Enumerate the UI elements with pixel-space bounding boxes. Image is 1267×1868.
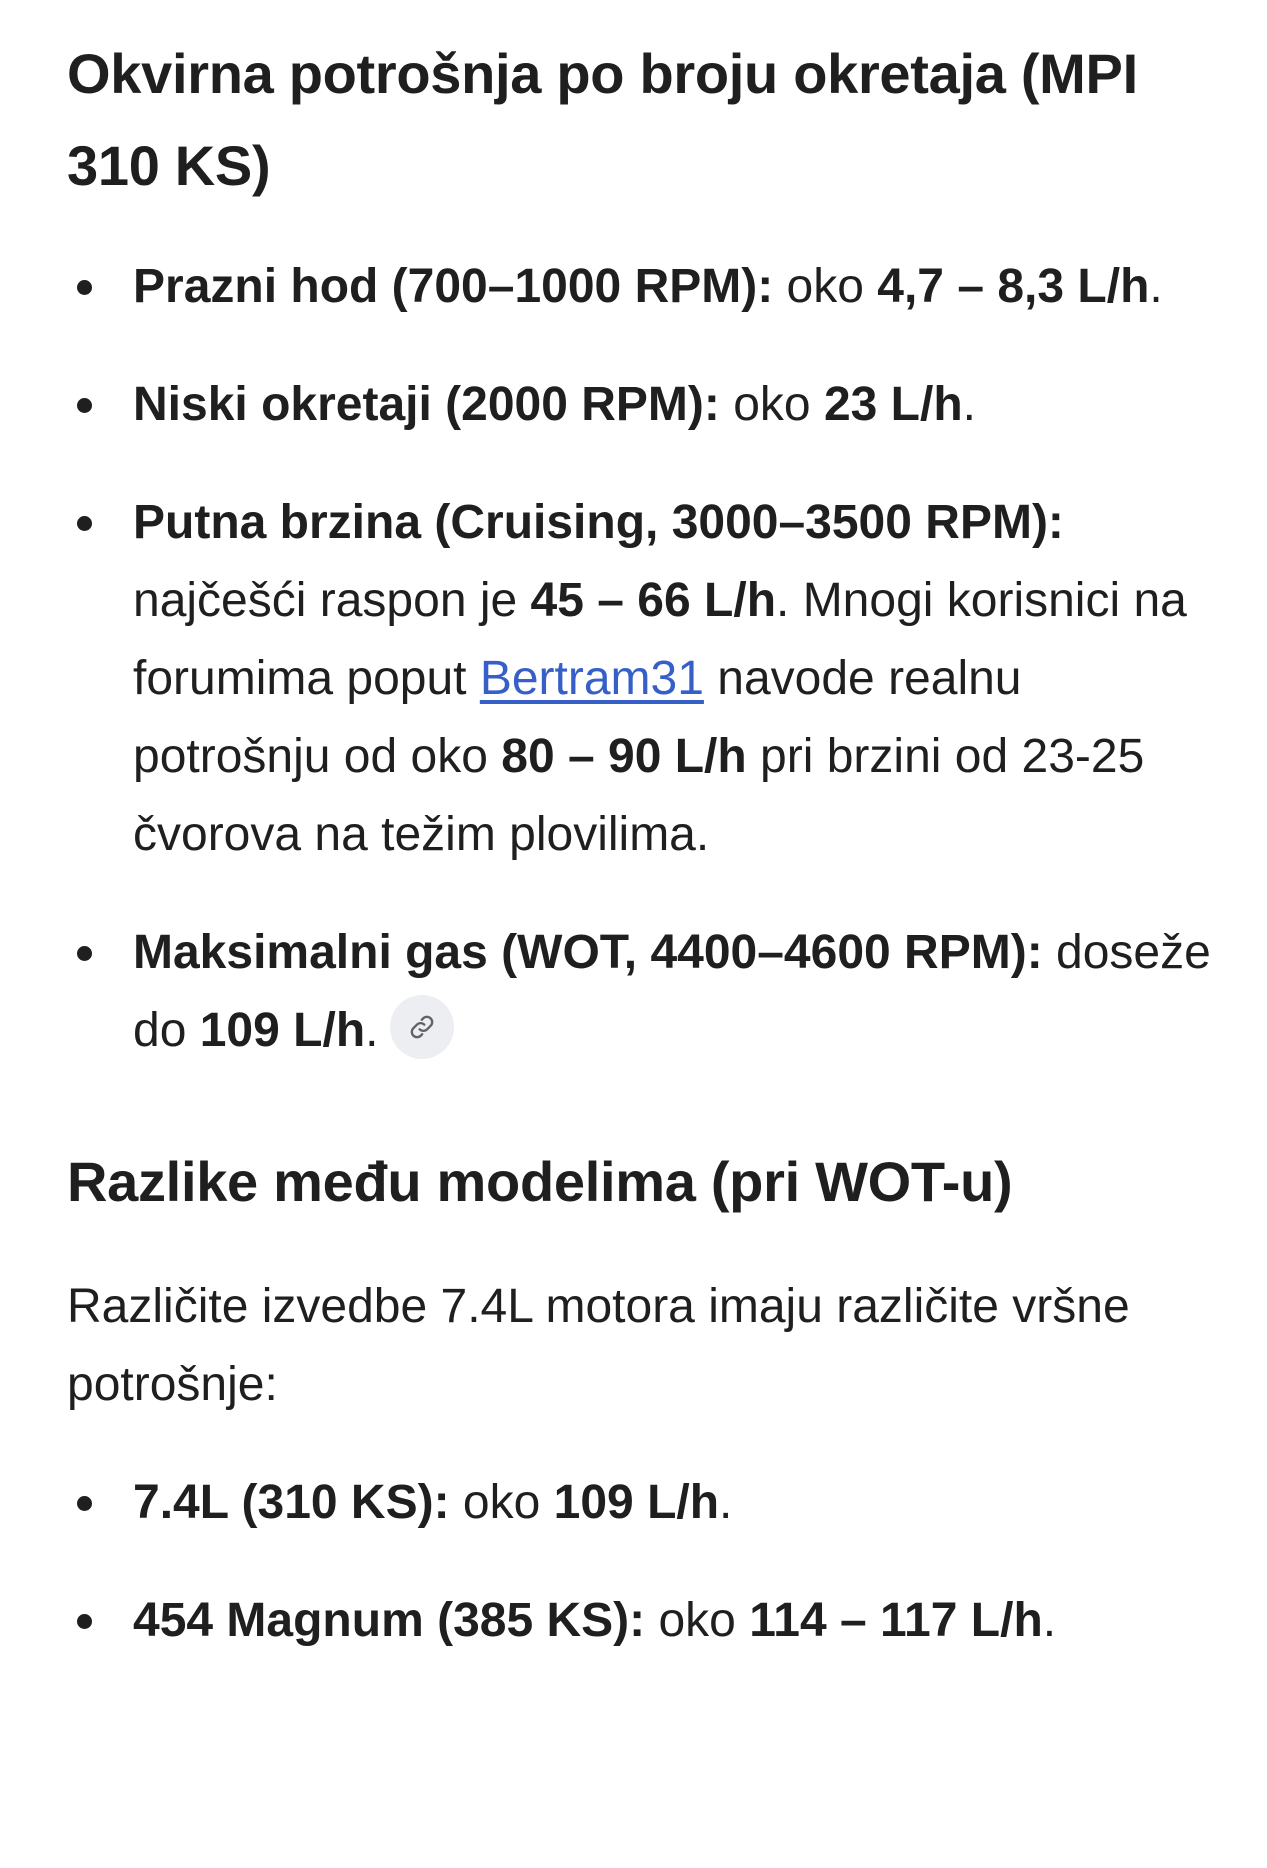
- link-icon: [408, 1013, 436, 1041]
- consumption-list: [67, 248, 1217, 1070]
- models-intro: Različite izvedbe 7.4L motora imaju različite vršne potrošnje:: [67, 1280, 1130, 1411]
- item-value: 45 – 66 L/h: [530, 574, 777, 627]
- item-label: Putna brzina (Cruising, 3000–3500 RPM):: [133, 496, 1064, 549]
- section-title-models: Razlike među modelima (pri WOT-u): [67, 1150, 1013, 1213]
- item-value: 23 L/h: [823, 378, 963, 431]
- bertram31-link[interactable]: Bertram31: [479, 652, 704, 705]
- list-item: 7.4L (310 KS): oko 109 L/h.: [67, 1464, 1217, 1542]
- item-label: Niski okretaji (2000 RPM):: [133, 378, 720, 431]
- list-item: Niski okretaji (2000 RPM): oko 23 L/h.: [67, 366, 1217, 444]
- item-label: Prazni hod (700–1000 RPM):: [133, 260, 774, 313]
- item-label: Maksimalni gas (WOT, 4400–4600 RPM):: [133, 926, 1043, 979]
- item-label: 454 Magnum (385 KS):: [133, 1594, 646, 1647]
- item-value: 109 L/h: [553, 1476, 720, 1529]
- models-list: [67, 1464, 1217, 1660]
- item-value: 114 – 117 L/h: [749, 1594, 1043, 1647]
- list-item: Putna brzina (Cruising, 3000–3500 RPM): najčešći raspon je 45 – 66 L/h. Mnogi korisnici na forumima poput Bertram31 navode realnu potrošnju od oko 80 – 90 L/h pri brzini od 23-25 čvorova na težim plovilima.: [67, 484, 1217, 874]
- item-value: 80 – 90 L/h: [501, 730, 747, 783]
- item-value: 109 L/h: [199, 1004, 366, 1057]
- list-item: Maksimalni gas (WOT, 4400–4600 RPM): doseže do 109 L/h.: [67, 914, 1217, 1070]
- section-title-consumption: Okvirna potrošnja po broju okretaja (MPI 310 KS): [67, 42, 1138, 197]
- source-link-chip[interactable]: [390, 995, 454, 1059]
- list-item: 454 Magnum (385 KS): oko 114 – 117 L/h.: [67, 1582, 1217, 1660]
- item-label: 7.4L (310 KS):: [133, 1476, 450, 1529]
- item-value: 4,7 – 8,3 L/h: [877, 260, 1150, 313]
- list-item: Prazni hod (700–1000 RPM): oko 4,7 – 8,3 L/h.: [67, 248, 1217, 326]
